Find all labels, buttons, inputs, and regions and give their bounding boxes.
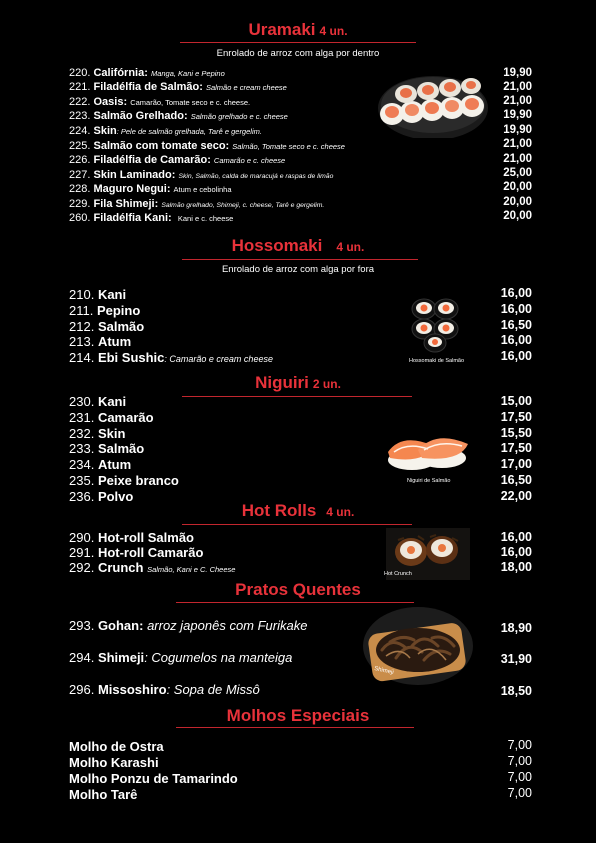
list-item	[69, 169, 333, 181]
item-number: 293.	[69, 618, 95, 633]
list-item	[69, 473, 179, 488]
list-item	[69, 287, 126, 302]
list-item	[69, 350, 273, 365]
item-desc: Manga, Kani e Pepino	[150, 69, 225, 78]
item-price: 7,00	[507, 738, 532, 752]
list-item	[69, 154, 285, 166]
item-number: 220.	[69, 67, 91, 79]
list-item	[69, 96, 250, 108]
item-name: Skin	[97, 426, 126, 441]
item-price: 17,50	[500, 410, 532, 424]
hotrolls-rule	[182, 524, 412, 525]
niguiri-title	[0, 373, 596, 393]
item-name: Shimeji	[97, 650, 145, 665]
item-number: 227.	[69, 169, 91, 181]
item-name: Salmão	[97, 441, 145, 456]
item-desc: Salmão, Tomate seco e c. cheese	[232, 142, 345, 151]
item-desc: Camarão, Tomate seco e c. cheese.	[130, 98, 251, 107]
hossomaki-rule	[182, 259, 418, 260]
item-number: 211.	[69, 303, 94, 318]
item-number: 223.	[69, 110, 91, 122]
list-item	[69, 426, 125, 441]
list-item	[69, 410, 154, 425]
niguiri-caption: Niguiri de Salmão	[407, 478, 451, 484]
item-price: 21,00	[503, 138, 532, 150]
item-number: 214.	[69, 350, 95, 365]
item-name: Hot-roll Salmão	[97, 530, 195, 545]
uramaki-rule	[180, 42, 416, 43]
pratos-title-text: Pratos Quentes	[235, 580, 361, 599]
list-item	[69, 125, 262, 137]
item-price: 16,00	[500, 545, 532, 559]
item-desc: Camarão e c. cheese	[213, 156, 286, 165]
pratos-title	[0, 580, 596, 600]
item-name: Maguro Negui:	[93, 183, 171, 195]
item-price: 17,00	[500, 457, 532, 471]
item-number: 221.	[69, 81, 91, 93]
item-name: Kani	[97, 287, 127, 302]
niguiri-rule	[182, 396, 412, 397]
list-item	[69, 739, 164, 754]
item-desc: Salmão, Kani e C. Cheese	[147, 565, 236, 574]
item-desc: : Sopa de Missô	[166, 682, 260, 697]
item-number: 260.	[69, 212, 91, 224]
item-number: 294.	[69, 650, 95, 665]
molhos-title-text: Molhos Especiais	[226, 706, 370, 725]
item-price: 16,00	[500, 302, 532, 316]
item-number: 234.	[69, 457, 95, 472]
list-item	[69, 81, 287, 93]
pratos-rule	[176, 602, 414, 603]
item-price: 18,50	[500, 684, 532, 698]
item-name: Camarão	[97, 410, 154, 425]
item-name: Kani	[97, 394, 127, 409]
item-number: 291.	[69, 545, 95, 560]
hossomaki-title	[0, 236, 596, 256]
item-price: 16,00	[500, 333, 532, 347]
item-name: Salmão com tomate seco:	[93, 140, 230, 152]
item-price: 31,90	[500, 652, 532, 666]
item-name: Pepino	[96, 303, 141, 318]
item-name: Gohan:	[97, 618, 144, 633]
niguiri-title-text: Niguiri	[255, 373, 309, 392]
item-price: 21,00	[503, 95, 532, 107]
item-price: 25,00	[503, 167, 532, 179]
item-desc: Atum e cebolinha	[173, 185, 232, 194]
item-name: Molho de Ostra	[69, 739, 164, 754]
item-number: 213.	[69, 334, 95, 349]
item-number: 290.	[69, 530, 95, 545]
uramaki-title-text: Uramaki	[248, 20, 316, 39]
item-price: 19,90	[503, 67, 532, 79]
list-item	[69, 110, 288, 122]
item-name: Salmão Grelhado:	[93, 110, 188, 122]
list-item	[69, 67, 225, 79]
hotrolls-caption: Hot Crunch	[384, 571, 412, 577]
item-desc: : Cogumelos na manteiga	[144, 650, 293, 665]
item-number: 233.	[69, 441, 95, 456]
item-name: Atum	[97, 334, 132, 349]
hotrolls-title	[0, 501, 596, 521]
item-price: 18,90	[500, 621, 532, 635]
list-item	[69, 650, 292, 665]
item-number: 235.	[69, 473, 95, 488]
item-name: Oasis:	[93, 96, 128, 108]
item-name: Crunch	[97, 560, 144, 575]
hossomaki-caption: Hossomaki de Salmão	[409, 358, 465, 364]
item-name: Filadélfia de Salmão:	[93, 81, 203, 93]
item-number: 232.	[69, 426, 95, 441]
item-name: Salmão	[97, 319, 145, 334]
item-price: 7,00	[507, 786, 532, 800]
uramaki-subtitle: Enrolado de arroz com alga por dentro	[216, 48, 380, 59]
pratos-caption: Shimeji	[373, 666, 395, 676]
list-item	[69, 334, 131, 349]
item-price: 7,00	[507, 754, 532, 768]
item-price: 21,00	[503, 153, 532, 165]
item-name: Ebi Sushic	[97, 350, 165, 365]
item-price: 15,00	[500, 394, 532, 408]
item-number: 210.	[69, 287, 95, 302]
list-item	[69, 457, 131, 472]
uramaki-title	[0, 20, 596, 40]
item-price: 16,50	[500, 318, 532, 332]
item-price: 19,90	[503, 109, 532, 121]
list-item	[69, 545, 203, 560]
item-number: 228.	[69, 183, 91, 195]
hossomaki-subtitle: Enrolado de arroz com alga por fora	[221, 264, 375, 275]
item-name: Skin Laminado:	[93, 169, 176, 181]
hossomaki-photo	[404, 296, 466, 354]
item-desc: Skin, Salmão, calda de maracujá e raspas de limão	[178, 173, 334, 180]
list-item	[69, 755, 159, 770]
item-name: Skin	[93, 125, 117, 137]
hotrolls-qty: 4 un.	[326, 505, 355, 519]
pratos-photo	[362, 606, 474, 686]
item-number: 224.	[69, 125, 91, 137]
item-price: 19,90	[503, 124, 532, 136]
item-name: Hot-roll Camarão	[97, 545, 204, 560]
list-item	[69, 682, 260, 697]
uramaki-qty: 4 un.	[319, 24, 348, 38]
item-number: 296.	[69, 682, 95, 697]
item-number: 292.	[69, 560, 95, 575]
item-desc: : Pele de salmão grelhada, Tarê e gergelim.	[116, 127, 262, 136]
list-item	[69, 303, 140, 318]
list-item	[69, 140, 345, 152]
niguiri-photo	[384, 422, 470, 474]
hossomaki-title-text: Hossomaki	[231, 236, 323, 255]
item-price: 22,00	[500, 489, 532, 503]
hotrolls-title-text: Hot Rolls	[241, 501, 317, 520]
item-price: 16,00	[500, 286, 532, 300]
item-desc: Kani e c. cheese	[177, 214, 234, 223]
item-number: 226.	[69, 154, 91, 166]
item-name: Molho Karashi	[69, 755, 159, 770]
item-number: 229.	[69, 198, 91, 210]
list-item	[69, 212, 233, 224]
item-price: 20,00	[503, 181, 532, 193]
item-name: Polvo	[97, 489, 134, 504]
list-item	[69, 771, 238, 786]
item-number: 222.	[69, 96, 91, 108]
molhos-title	[0, 706, 596, 726]
item-name: Filadélfia Kani:	[93, 212, 172, 224]
item-desc: Salmão grelhado e c. cheese	[190, 112, 288, 121]
uramaki-photo	[378, 68, 488, 138]
item-number: 230.	[69, 394, 95, 409]
item-number: 212.	[69, 319, 95, 334]
item-name: Molho Ponzu de Tamarindo	[69, 771, 238, 786]
list-item	[69, 787, 137, 802]
item-number: 236.	[69, 489, 95, 504]
hossomaki-qty: 4 un.	[336, 240, 365, 254]
item-price: 17,50	[500, 441, 532, 455]
item-desc: Salmão e cream cheese	[205, 83, 287, 92]
list-item	[69, 183, 232, 195]
item-price: 21,00	[503, 81, 532, 93]
item-number: 225.	[69, 140, 91, 152]
item-price: 20,00	[503, 196, 532, 208]
item-name: Filadélfia de Camarão:	[93, 154, 211, 166]
molhos-rule	[176, 727, 414, 728]
item-number: 231.	[69, 410, 95, 425]
item-price: 18,00	[500, 560, 532, 574]
item-name: Atum	[97, 457, 132, 472]
list-item	[69, 530, 194, 545]
list-item	[69, 441, 144, 456]
item-desc: arroz japonês com Furikake	[147, 618, 308, 633]
list-item	[69, 560, 235, 575]
list-item	[69, 198, 324, 210]
item-desc: : Camarão e cream cheese	[164, 354, 273, 364]
item-name: Fila Shimeji:	[93, 198, 159, 210]
item-price: 20,00	[503, 210, 532, 222]
item-name: Peixe branco	[97, 473, 179, 488]
list-item	[69, 319, 144, 334]
niguiri-qty: 2 un.	[312, 377, 341, 391]
item-name: Califórnia:	[93, 67, 148, 79]
item-desc: Salmão grelhado, Shimeji, c. cheese, Tarê e gergelim.	[161, 202, 325, 209]
item-price: 16,00	[500, 530, 532, 544]
item-price: 16,00	[500, 349, 532, 363]
item-price: 15,50	[500, 426, 532, 440]
list-item	[69, 394, 126, 409]
item-price: 7,00	[507, 770, 532, 784]
list-item	[69, 618, 307, 633]
item-name: Missoshiro	[97, 682, 167, 697]
item-name: Molho Tarê	[69, 787, 138, 802]
item-price: 16,50	[500, 473, 532, 487]
